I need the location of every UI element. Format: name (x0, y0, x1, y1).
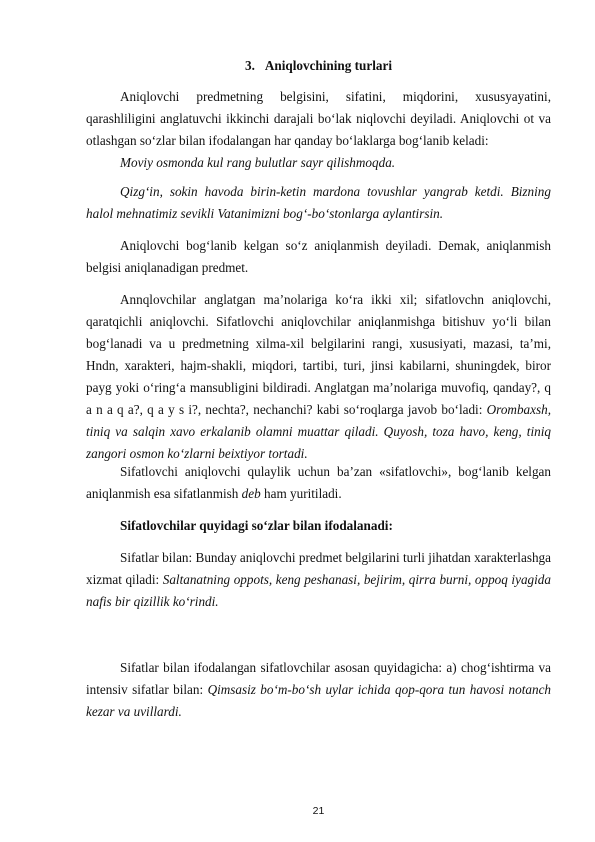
example-sentence-1: Moviy osmonda kul rang bulutlar sayr qilishmoqda. (120, 155, 396, 170)
example-sentence-2: Qizg‘in, sokin havoda birin-ketin mardona tovushlar yangrab ketdi. Bizning halol mehnatimiz sevikli Vatanimizni bog‘-bo‘stonlarga aylantirsin. (86, 184, 551, 221)
paragraph-sifatlovchi-example: Orombaxsh, tiniq va salqin xavo erkalanib olamni muattar qiladi. Quyosh, toza havo, keng, tiniq zangori osmon ko‘zlarni beixtiyor tortadi. (86, 402, 552, 461)
paragraph-intensiv-text: Sifatlar bilan ifodalangan sifatlovchilar asosan quyidagicha: a) chog‘ishtirma va intensiv sifatlar bilan: (86, 660, 551, 697)
paragraph-definition: Aniqlovchi predmetning belgisini, sifatini, miqdorini, xususyayatini, qarashliligini anglatuvchi ikkinchi darajali bo‘lak niqlovchi deyiladi. Aniqlovchi ot va otlashgan so‘zlar bilan ifodalangan har qanday bo‘laklarga bog‘lanib keladi: (86, 89, 551, 148)
paragraph-sifatlovchi-text: Annqlovchilar anglatgan ma’nolariga ko‘ra ikki xil; sifatlovchn aniqlovchi, qaratqichli aniqlovchi. Sifatlovchi aniqlovchilar aniqlanmishga bitishuv yo‘li bilan bog‘lanadi va u predmetning xilma-xil belgilarini rangi, xususiyati, mazasi, ta’mi, Hndn, xarakteri, hajm-shakli, miqdori, tartibi, turi, jinsi kabilarni, shuningdek, biror payg yoki o‘ring‘a mansubligini bildiradi. Anglatgan ma’nolariga muvofiq, qanday?, q a n a q a?, q a y s i?, nechta?, nechanchi? kabi so‘roqlarga javob bo‘ladi: (86, 292, 551, 417)
paragraph-term (86, 461, 551, 505)
subheading-expressed-by: Sifatlovchilar quyidagi so‘zlar bilan ifodalanadi: (120, 518, 393, 533)
paragraph-sifatlar-text: Sifatlar bilan: Bunday aniqlovchi predmet belgilarini turli jihatdan xarakterlashga xizmat qiladi: (86, 550, 551, 587)
paragraph-term-text: Sifatlovchi aniqlovchi qulaylik uchun ba’zan «sifatlovchi», bog‘lanib kelgan aniqlanmish esa sifatlanmish (86, 464, 551, 501)
paragraph-term-deb: deb (241, 486, 261, 501)
paragraph-aniqlanmish: Aniqlovchi bog‘lanib kelgan so‘z aniqlanmish deyiladi. Demak, aniqlanmish belgisi aniqlanadigan predmet. (86, 238, 551, 275)
paragraph-intensiv (86, 657, 551, 723)
paragraph-sifatlar (86, 547, 551, 613)
page-number: 21 (312, 805, 325, 817)
section-title: Aniqlovchining turlari (264, 58, 393, 73)
paragraph-intensiv-example: Qimsasiz bo‘m-bo‘sh uylar ichida qop-qora tun havosi notanch kezar va uvillardi. (86, 682, 552, 719)
paragraph-sifatlovchi (86, 289, 551, 465)
section-number: 3. (244, 58, 255, 73)
section-heading (86, 58, 551, 74)
paragraph-term-tail: ham yuritiladi. (264, 486, 342, 501)
paragraph-sifatlar-example: Saltanatning oppots, keng peshanasi, bejirim, qirra burni, oppoq iyagida nafis bir qizillik ko‘rindi. (86, 572, 551, 609)
